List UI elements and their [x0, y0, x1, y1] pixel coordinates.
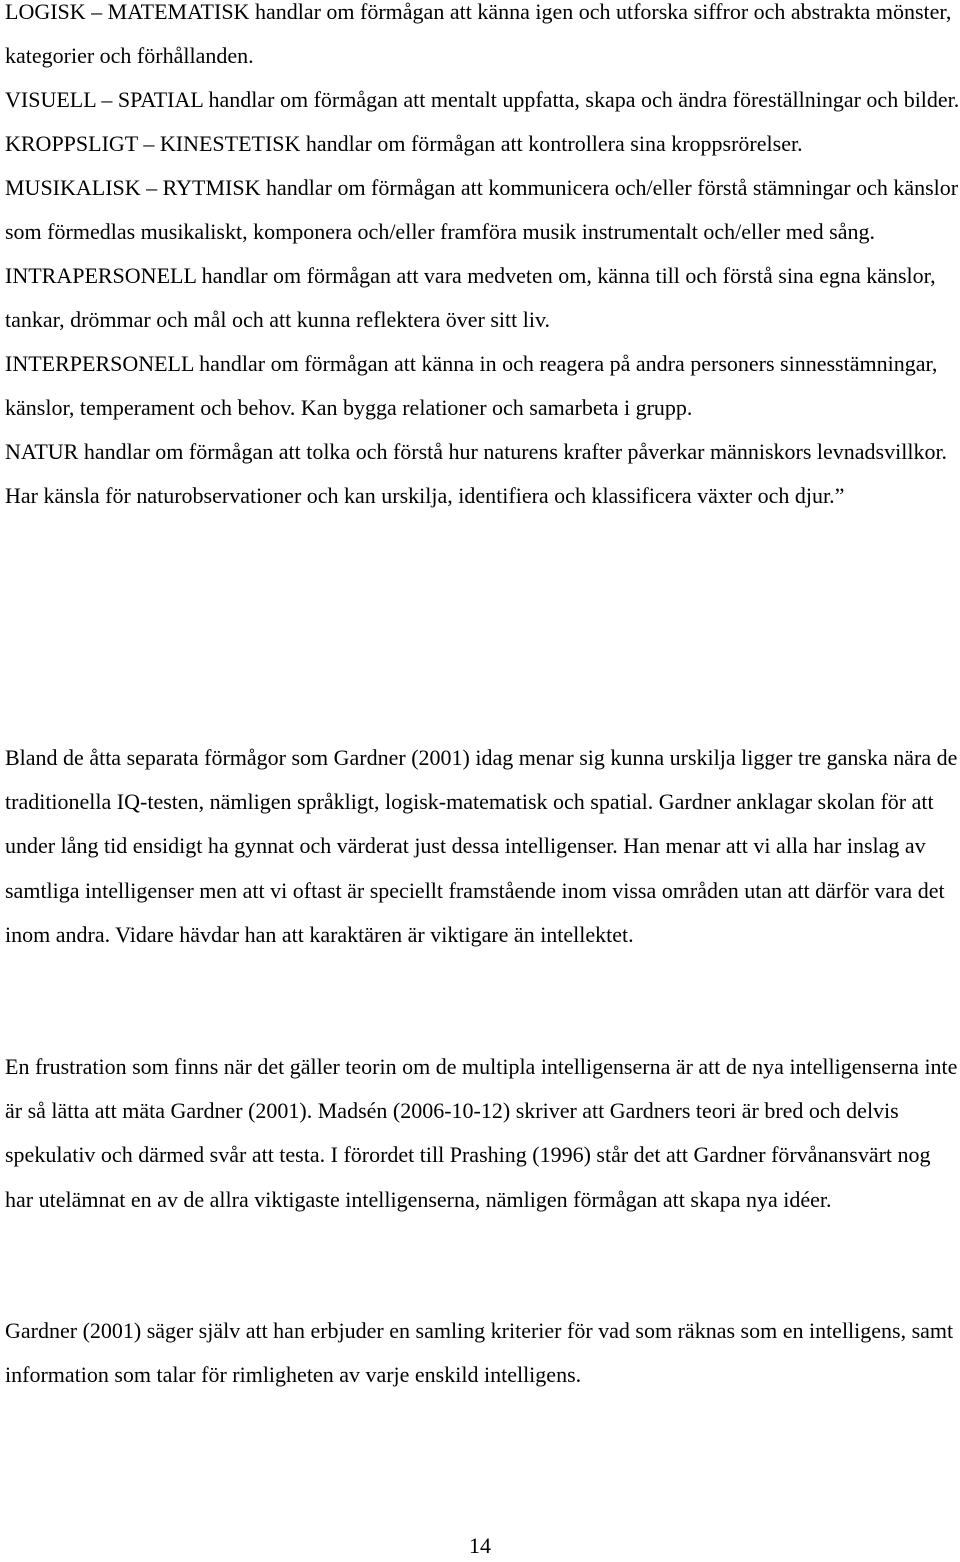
intelligence-list [5, 0, 960, 518]
paragraph-criteria: Gardner (2001) säger själv att han erbjuder en samling kriterier för vad som räknas som en intelligens, samt information som talar för rimligheten av varje enskild intelligens. [5, 1318, 954, 1388]
intelligence-intrapersonal: INTRAPERSONELL handlar om förmågan att vara medveten om, känna till och förstå sina egna känslor, tankar, drömmar och mål och att kunna reflektera över sitt liv. [5, 263, 936, 332]
intelligence-interpersonal: INTERPERSONELL handlar om förmågan att känna in och reagera på andra personers sinnesstämningar, känslor, temperament och behov. Kan bygga relationer och samarbeta i grupp. [5, 351, 938, 420]
paragraph-gardner-abilities: Bland de åtta separata förmågor som Gardner (2001) idag menar sig kunna urskilja ligger tre ganska nära de traditionella IQ-testen, nämligen språkligt, logisk-matematisk och spatial. Gardner anklagar skolan för att under lång tid ensidigt ha gynnat och värderat just dessa intelligenser. Han menar att vi alla har inslag av samtliga intelligenser men att vi oftast är speciellt framstående inom vissa områden utan att därför vara det inom andra. Vidare hävdar han att karaktären är viktigare än intellektet. [5, 745, 958, 947]
paragraph-frustration: En frustration som finns när det gäller teorin om de multipla intelligenserna är att de nya intelligenserna inte är så lätta att mäta Gardner (2001). Madsén (2006-10-12) skriver att Gardners teori är bred och delvis spekulativ och därmed svår att testa. I förordet till Prashing (1996) står det att Gardner förvånansvärt nog har utelämnat en av de allra viktigaste intelligenserna, nämligen förmågan att skapa nya idéer. [5, 1054, 958, 1212]
intelligence-musical-rhythmic: MUSIKALISK – RYTMISK handlar om förmågan att kommunicera och/eller förstå stämningar och känslor som förmedlas musikaliskt, komponera och/eller framföra musik instrumentalt och/eller med sång. [5, 175, 959, 244]
intelligence-bodily-kinesthetic: KROPPSLIGT – KINESTETISK handlar om förmågan att kontrollera sina kroppsrörelser. [5, 131, 803, 156]
intelligence-visual-spatial: VISUELL – SPATIAL handlar om förmågan att mentalt uppfatta, skapa och ändra föreställningar och bilder. [5, 87, 960, 112]
page-number: 14 [469, 1533, 491, 1558]
intelligence-logical-mathematical: LOGISK – MATEMATISK handlar om förmågan att känna igen och utforska siffror och abstrakta mönster, kategorier och förhållanden. [5, 0, 952, 68]
intelligence-naturalist: NATUR handlar om förmågan att tolka och förstå hur naturens krafter påverkar människors levnadsvillkor. Har känsla för naturobservationer och kan urskilja, identifiera och klassificera växter och djur.” [5, 439, 948, 508]
